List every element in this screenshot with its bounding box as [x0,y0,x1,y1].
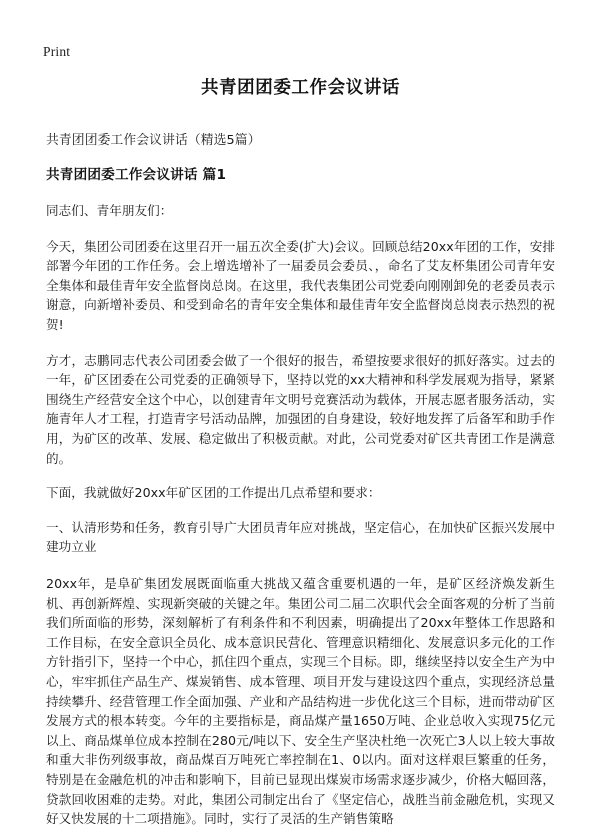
page-title: 共青团团委工作会议讲话 [200,78,401,98]
paragraph-transition: 下面，我就做好20xx年矿区团的工作提出几点希望和要求： [46,485,381,501]
paragraph-report-review: 方才，志鹏同志代表公司团委会做了一个很好的报告，希望按要求很好的抓好落实。过去的一年，矿区团委在公司党委的正确领导下，坚持以党的xx大精神和科学发展观为指导，紧紧围绕生产经营安全这个中心，以创建青年文明号竞赛活动为载体，开展志愿者服务活动，实施青年人才工程，打造青字号活动品牌，加强团的自身建设，较好地发挥了后备军和助手作用，为矿区的改革、发展、稳定做出了积极贡献。对此，公司党委对矿区共青团工作是满意的。 [46,352,555,466]
print-button[interactable]: Print [43,44,71,59]
document-body [46,70,555,829]
section-heading: 共青团团委工作会议讲话 篇1 [46,166,227,183]
paragraph-opening-remarks: 今天，集团公司团委在这里召开一届五次全委(扩大)会议。回顾总结20xx年团的工作，安排部署今年团的工作任务。会上增选增补了一届委员会委员、，命名了艾友杯集团公司青年安全集体和最佳青年安全监督岗总岗。在这里，我代表集团公司党委向刚刚卸免的老委员表示谢意，向新增补委员、和受到命名的青年安全集体和最佳青年安全监督岗总岗表示热烈的祝贺! [46,238,555,333]
paragraph-salutation: 同志们、青年朋友们： [46,203,173,219]
document-subtitle: 共青团团委工作会议讲话（精选5篇） [46,132,261,148]
paragraph-point-one-body: 20xx年，是阜矿集团发展既面临重大挑战又蕴含重要机遇的一年，是矿区经济焕发新生机、再创新辉煌、实现新突破的关键之年。集团公司二届二次职代会全面客观的分析了当前我们所面临的形势，深刻解析了有利条件和不利因素，明确提出了20xx年整体工作思路和工作目标，在安全意识全员化、成本意识民营化、管理意识精细化、发展意识多元化的工作方针指引下，坚持一个中心，抓住四个重点，实现三个目标。即，继续坚持以安全生产为中心，牢牢抓住产品生产、煤炭销售、成本管理、项目开发与建设这四个重点，实现经济总量持续攀升、经营管理工作全面加强、产业和产品结构进一步优化这三个目标，进而带动矿区发展方式的根本转变。今年的主要指标是，商品煤产量1650万吨、企业总收入实现75亿元以上、商品煤单位成本控制在280元/吨以下、安全生产坚决杜绝一次死亡3人以上较大事故和重大非伤列级事故，商品煤百万吨死亡率控制在1、0以内。面对这样艰巨繁重的任务，特别是在金融危机的冲击和影响下，目前已显现出煤炭市场需求逐步减少，价格大幅回落，贷款回收困难的走势。对此，集团公司制定出台了《坚定信心，战胜当前金融危机，实现又好又快发展的十二项措施》。同时，实行了灵活的生产销售策略 [46,575,555,827]
paragraph-point-one-heading: 一、认清形势和任务，教育引导广大团员青年应对挑战，坚定信心，在加快矿区振兴发展中建功立业 [46,519,555,555]
print-toolbar [43,41,70,60]
